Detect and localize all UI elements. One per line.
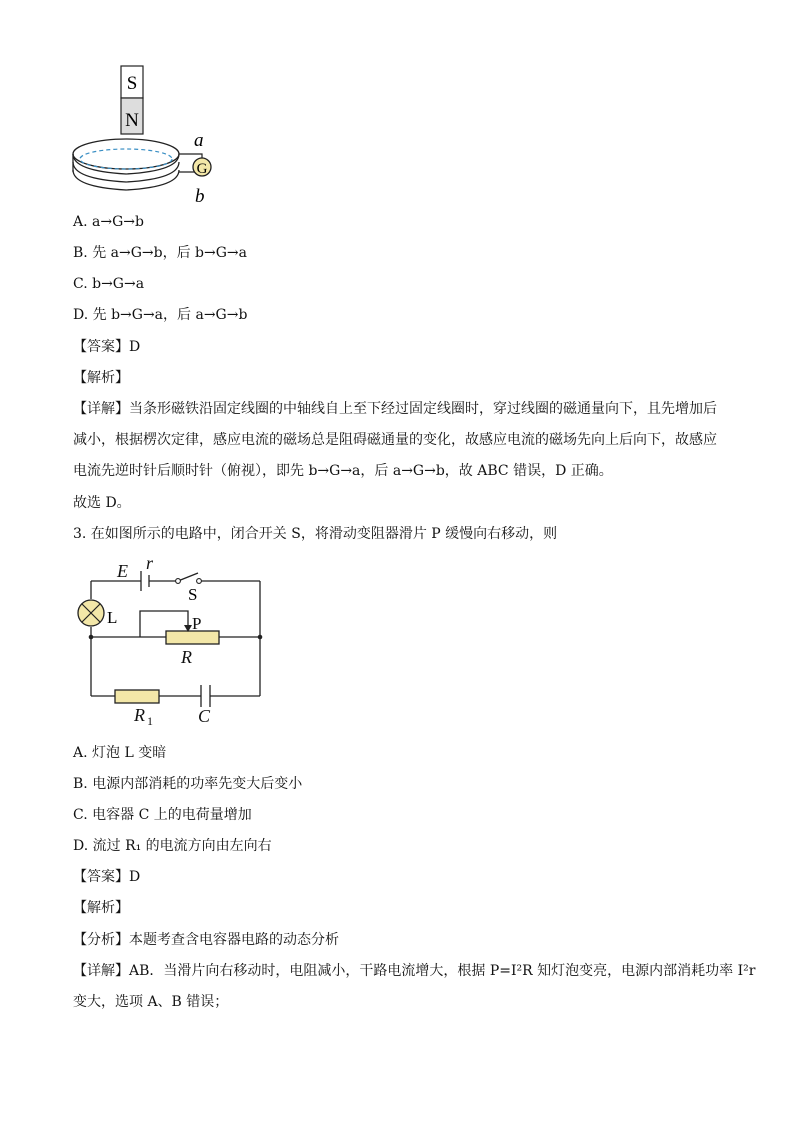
- q3-option-d: D. 流过 R₁ 的电流方向由左向右: [73, 838, 272, 854]
- label-p: P: [192, 614, 202, 633]
- q3-detail-line-2: 变大，选项 A、B 错误；: [73, 994, 229, 1010]
- q2-option-a: A. a→G→b: [73, 214, 144, 230]
- label-e: E: [117, 561, 128, 581]
- q3-option-b: B. 电源内部消耗的功率先变大后变小: [73, 776, 303, 792]
- galvanometer-label: G: [196, 161, 208, 177]
- magnet-s-label: S: [126, 73, 138, 94]
- q2-option-b: B. 先 a→G→b，后 b→G→a: [73, 245, 247, 261]
- resistor-r1: [115, 690, 159, 703]
- terminal-b-label: b: [195, 186, 205, 207]
- label-c: C: [198, 706, 211, 726]
- q2-detail-line-2: 减小，根据楞次定律，感应电流的磁场总是阻碍磁通量的变化，故感应电流的磁场先向上后向下，故感应: [73, 432, 717, 448]
- q2-detail-line-3: 电流先逆时针后顺时针（俯视），即先 b→G→a，后 a→G→b，故 ABC 错误，D 正确。: [73, 463, 613, 479]
- q3-stem: 3. 在如图所示的电路中，闭合开关 S，将滑动变阻器滑片 P 缓慢向右移动，则: [73, 526, 558, 542]
- coil-dashed-loop: [80, 149, 172, 169]
- q3-jiexi-heading: 【解析】: [73, 900, 129, 916]
- q2-option-d: D. 先 b→G→a，后 a→G→b: [73, 307, 248, 323]
- label-s: S: [188, 585, 198, 604]
- junction-left: [89, 635, 94, 640]
- q3-detail-line-1: 【详解】AB．当滑片向右移动时，电阻减小，干路电流增大，根据 P=I²R 知灯泡变亮，电源内部消耗功率 I²r: [73, 963, 756, 979]
- q3-analysis: 【分析】本题考查含电容器电路的动态分析: [73, 932, 339, 948]
- q2-option-c: C. b→G→a: [73, 276, 145, 292]
- magnet-coil-figure: [70, 62, 230, 208]
- switch-contact-right: [197, 579, 202, 584]
- switch-contact-left: [176, 579, 181, 584]
- q2-conclusion: 故选 D。: [73, 495, 131, 511]
- label-l: L: [107, 608, 118, 627]
- label-rheostat: R: [181, 647, 192, 667]
- junction-right: [258, 635, 263, 640]
- label-r: r: [146, 553, 154, 573]
- label-r1-subscript: 1: [147, 714, 153, 728]
- q3-option-c: C. 电容器 C 上的电荷量增加: [73, 807, 252, 823]
- label-r1: R: [134, 705, 145, 725]
- magnet-n-label: N: [125, 110, 139, 131]
- terminal-a-label: a: [194, 130, 204, 151]
- coil-turn-1: [73, 154, 179, 174]
- q2-answer: 【答案】D: [73, 339, 141, 355]
- coil-turn-3: [73, 170, 179, 190]
- lamp-icon: [78, 600, 104, 626]
- q2-jiexi-heading: 【解析】: [73, 370, 129, 386]
- q2-detail-line-1: 【详解】当条形磁铁沿固定线圈的中轴线自上至下经过固定线圈时，穿过线圈的磁通量向下，且先增加后: [73, 401, 717, 417]
- wire-to-a: [179, 154, 202, 158]
- circuit-figure: [70, 552, 270, 730]
- q3-option-a: A. 灯泡 L 变暗: [73, 745, 167, 761]
- q3-answer: 【答案】D: [73, 869, 141, 885]
